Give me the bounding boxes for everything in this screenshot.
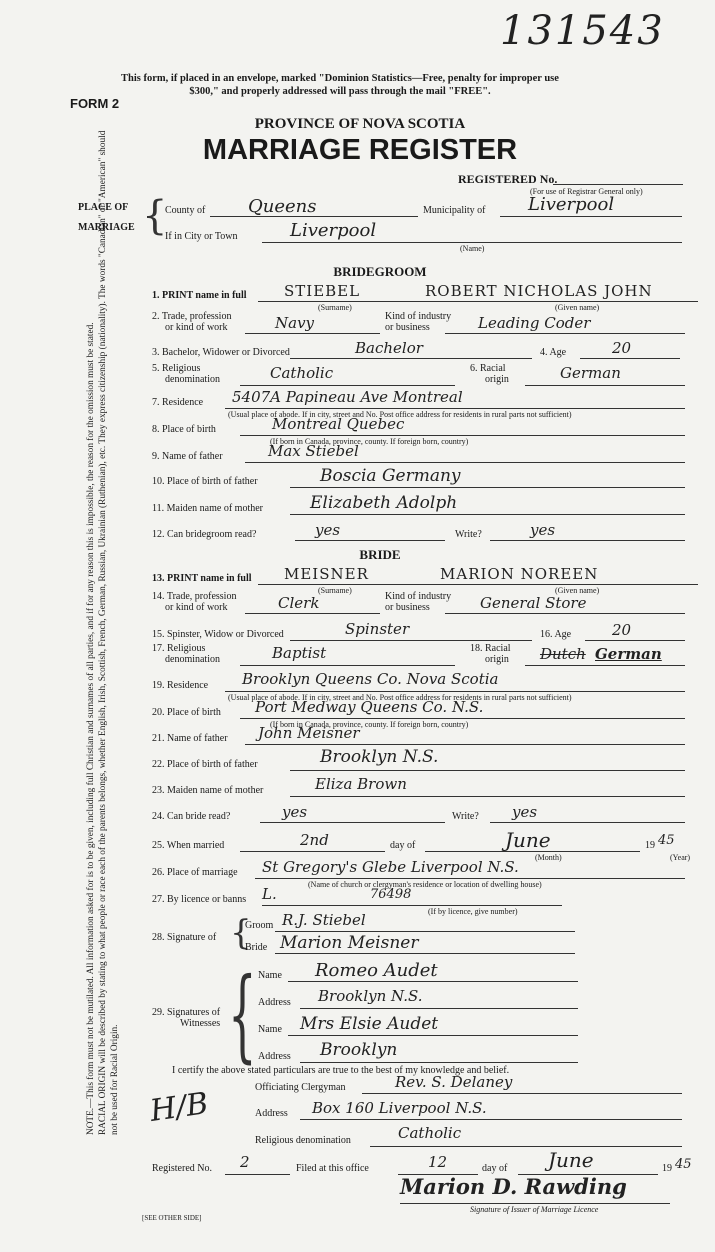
groom-birthplace: Montreal Quebec bbox=[272, 415, 405, 433]
footer-filed-day: 12 bbox=[428, 1153, 448, 1171]
q14-label-b: or kind of work bbox=[165, 602, 228, 613]
q16-label: 16. Age bbox=[540, 629, 572, 640]
issuer-signature: Marion D. Rawding bbox=[400, 1174, 627, 1199]
q1-label-text: 1. PRINT name in full bbox=[152, 290, 247, 301]
q2-label-b: or kind of work bbox=[165, 322, 228, 333]
witness1-name: Romeo Audet bbox=[315, 960, 438, 981]
q12-line bbox=[295, 540, 445, 541]
q10-line bbox=[290, 487, 685, 488]
footer-filed-month: June bbox=[548, 1148, 594, 1172]
clergy-religion-line bbox=[370, 1146, 682, 1147]
footer-filed-label: Filed at this office bbox=[296, 1163, 369, 1174]
q25-label: 25. When married bbox=[152, 840, 225, 851]
bride-surname: MEISNER bbox=[284, 565, 369, 583]
groom-birth-note: (If born in Canada, province, county. If foreign born, country) bbox=[270, 437, 469, 446]
groom-industry-label-b: or business bbox=[385, 322, 430, 333]
clergy-label: Officiating Clergyman bbox=[255, 1082, 346, 1093]
q18-label: 18. Racial bbox=[470, 643, 511, 654]
q7-line bbox=[225, 408, 685, 409]
q19-line bbox=[225, 691, 685, 692]
q26-line bbox=[255, 878, 685, 879]
bride-industry-label-b: or business bbox=[385, 602, 430, 613]
q3-label: 3. Bachelor, Widower or Divorced bbox=[152, 347, 290, 358]
bride-racial-struck: Dutch bbox=[540, 645, 586, 663]
q11-label: 11. Maiden name of mother bbox=[152, 503, 263, 514]
groom-read: yes bbox=[315, 521, 341, 539]
clergy-religion: Catholic bbox=[398, 1124, 462, 1142]
municipality-label: Municipality of bbox=[423, 205, 486, 216]
bride-given-name: MARION NOREEN bbox=[440, 565, 599, 583]
marriage-place-note: (Name of church or clergyman's residence or location of dwelling house) bbox=[308, 880, 542, 889]
bride-industry-line bbox=[445, 613, 685, 614]
q24-line bbox=[260, 822, 445, 823]
bride-signature: Marion Meisner bbox=[280, 933, 419, 953]
registrar-note: (For use of Registrar General only) bbox=[530, 187, 643, 196]
q20-label: 20. Place of birth bbox=[152, 707, 221, 718]
groom-signature: R.J. Stiebel bbox=[282, 911, 366, 929]
q9-line bbox=[245, 462, 685, 463]
q22-line bbox=[290, 770, 685, 771]
bride-write-label: Write? bbox=[452, 811, 479, 822]
witness2-address-line bbox=[300, 1062, 578, 1063]
groom-religion: Catholic bbox=[270, 364, 334, 382]
province-heading: PROVINCE OF NOVA SCOTIA bbox=[254, 116, 466, 132]
issuer-sig-line bbox=[400, 1203, 670, 1204]
bride-residence-note: (Usual place of abode. If in city, street and No. Post office address for residents in rural parts not sufficient) bbox=[228, 693, 572, 702]
clergy-religion-label: Religious denomination bbox=[255, 1135, 351, 1146]
clergy-value: Rev. S. Delaney bbox=[395, 1073, 513, 1091]
clergy-address-label: Address bbox=[255, 1108, 288, 1119]
bride-racial: German bbox=[595, 645, 662, 663]
q12-label: 12. Can bridegroom read? bbox=[152, 529, 257, 540]
q6-line bbox=[525, 385, 685, 386]
q5-label: 5. Religious bbox=[152, 363, 201, 374]
q6-label-b: origin bbox=[485, 374, 509, 385]
q17-line bbox=[240, 665, 455, 666]
bride-sig-label: Bride bbox=[245, 942, 268, 953]
registered-no-label: REGISTERED No. bbox=[458, 172, 558, 186]
bride-birth-note: (If born in Canada, province, county. If foreign born, country) bbox=[270, 720, 469, 729]
groom-write-line bbox=[490, 540, 685, 541]
groom-residence-note: (Usual place of abode. If in city, street and No. Post office address for residents in rural parts not sufficient) bbox=[228, 410, 572, 419]
q27-label: 27. By licence or banns bbox=[152, 894, 247, 905]
witness2-address-label: Address bbox=[258, 1051, 291, 1062]
bride-industry: General Store bbox=[480, 594, 587, 612]
q11-line bbox=[290, 514, 685, 515]
certify-text: I certify the above stated particulars are true to the best of my knowledge and belief. bbox=[172, 1065, 510, 1076]
footer-year-prefix: 19 bbox=[662, 1163, 672, 1174]
q21-line bbox=[245, 744, 685, 745]
page-title: MARRIAGE REGISTER bbox=[202, 134, 518, 166]
bride-religion: Baptist bbox=[272, 644, 327, 662]
see-other-side: [SEE OTHER SIDE] bbox=[142, 1214, 202, 1222]
bride-given-note: (Given name) bbox=[555, 586, 600, 595]
groom-industry-label: Kind of industry bbox=[385, 311, 452, 322]
q20-line bbox=[240, 718, 685, 719]
issuer-note: Signature of Issuer of Marriage Licence bbox=[470, 1205, 599, 1214]
q13-line bbox=[258, 584, 698, 585]
side-note-main: NOTE.—This form must not be mutilated. All information asked for is to be given, including full Christian and surnames of all parties, and if for any reason this is impossible, the reason for the omission must be stated. bbox=[86, 322, 96, 1135]
q26-label: 26. Place of marriage bbox=[152, 867, 238, 878]
q9-label: 9. Name of father bbox=[152, 451, 223, 462]
municipality-value: Liverpool bbox=[528, 194, 615, 215]
q18-label-b: origin bbox=[485, 654, 509, 665]
footer-registered-value: 2 bbox=[240, 1153, 250, 1171]
witness1-name-label: Name bbox=[258, 970, 282, 981]
witness2-name-line bbox=[288, 1035, 578, 1036]
q13-label bbox=[152, 573, 252, 584]
bride-surname-note: (Surname) bbox=[318, 586, 352, 595]
q4-label: 4. Age bbox=[540, 347, 567, 358]
groom-sig-line bbox=[275, 931, 575, 932]
witness1-name-line bbox=[288, 981, 578, 982]
marriage-year-note: (Year) bbox=[670, 853, 691, 862]
q6-label: 6. Racial bbox=[470, 363, 506, 374]
county-label: County of bbox=[165, 205, 206, 216]
bride-trade: Clerk bbox=[278, 594, 320, 612]
bride-write-line bbox=[490, 822, 685, 823]
q27-line bbox=[262, 905, 562, 906]
place-section-label: PLACE OF bbox=[78, 202, 129, 213]
groom-industry: Leading Coder bbox=[478, 314, 591, 332]
registrar-initials: H/B bbox=[147, 1086, 211, 1129]
county-value: Queens bbox=[248, 196, 317, 217]
side-note-racial: RACIAL ORIGIN will be described by stating to what people or race each of the parents belongs, whether English, Irish, Scottish, French, German, Russian, Ukrainian (Ruthenian), etc. They express citizenship (nationality). The words "Canadian" or "American" should not be used for Racial Origin. bbox=[97, 130, 120, 1135]
q2-line bbox=[245, 333, 380, 334]
marriage-day-label: day of bbox=[390, 840, 416, 851]
q5-label-b: denomination bbox=[165, 374, 220, 385]
q14-label: 14. Trade, profession bbox=[152, 591, 237, 602]
q2-label: 2. Trade, profession bbox=[152, 311, 232, 322]
footer-day-label: day of bbox=[482, 1163, 508, 1174]
q1-line bbox=[258, 301, 698, 302]
q14-line bbox=[245, 613, 380, 614]
groom-age: 20 bbox=[612, 339, 632, 357]
side-note bbox=[86, 125, 121, 1135]
groom-write: yes bbox=[530, 521, 556, 539]
bride-read: yes bbox=[282, 803, 308, 821]
q22-label: 22. Place of birth of father bbox=[152, 759, 258, 770]
q8-label: 8. Place of birth bbox=[152, 424, 216, 435]
q10-label: 10. Place of birth of father bbox=[152, 476, 258, 487]
bride-sig-line bbox=[275, 953, 575, 954]
q17-label: 17. Religious bbox=[152, 643, 206, 654]
witness-brace: { bbox=[228, 956, 257, 1073]
groom-racial: German bbox=[560, 364, 621, 382]
marriage-year: 45 bbox=[658, 833, 675, 848]
witness2-name: Mrs Elsie Audet bbox=[300, 1014, 439, 1034]
marriage-month-note: (Month) bbox=[535, 853, 562, 862]
marriage-month: June bbox=[505, 828, 551, 852]
city-name-note: (Name) bbox=[460, 244, 485, 253]
groom-father-birthplace: Boscia Germany bbox=[320, 466, 461, 486]
witness2-name-label: Name bbox=[258, 1024, 282, 1035]
groom-father: Max Stiebel bbox=[268, 442, 359, 460]
bride-residence: Brooklyn Queens Co. Nova Scotia bbox=[242, 670, 499, 688]
municipality-line bbox=[500, 216, 682, 217]
city-line bbox=[262, 242, 682, 243]
bride-mother: Eliza Brown bbox=[315, 775, 407, 793]
q29-label-b: Witnesses bbox=[180, 1018, 221, 1029]
witness1-address: Brooklyn N.S. bbox=[318, 987, 423, 1005]
q4-line bbox=[580, 358, 680, 359]
q15-line bbox=[290, 640, 532, 641]
bride-father-birthplace: Brooklyn N.S. bbox=[320, 747, 439, 767]
form-number: FORM 2 bbox=[70, 96, 120, 111]
footer-registered-line bbox=[225, 1174, 290, 1175]
registered-no-line bbox=[553, 184, 683, 185]
signature-brace: { bbox=[230, 913, 252, 953]
q28-label: 28. Signature of bbox=[152, 932, 217, 943]
registration-stamp-number: 131543 bbox=[500, 8, 665, 54]
licence-note: (If by licence, give number) bbox=[428, 907, 518, 916]
q5-line bbox=[240, 385, 455, 386]
groom-surname: STIEBEL bbox=[284, 282, 361, 300]
q24-label: 24. Can bride read? bbox=[152, 811, 231, 822]
witness2-address: Brooklyn bbox=[320, 1040, 398, 1060]
bride-status: Spinster bbox=[345, 620, 410, 638]
groom-surname-note: (Surname) bbox=[318, 303, 352, 312]
q21-label: 21. Name of father bbox=[152, 733, 228, 744]
groom-section-heading: BRIDEGROOM bbox=[333, 264, 427, 279]
city-label: If in City or Town bbox=[165, 231, 238, 242]
place-brace: { bbox=[142, 193, 168, 239]
q23-line bbox=[290, 796, 685, 797]
place-section-label-2: MARRIAGE bbox=[78, 222, 135, 233]
q15-label: 15. Spinster, Widow or Divorced bbox=[152, 629, 284, 640]
witness1-address-line bbox=[300, 1008, 578, 1009]
bride-write: yes bbox=[512, 803, 538, 821]
q19-label: 19. Residence bbox=[152, 680, 209, 691]
postage-notice: This form, if placed in an envelope, marked "Dominion Statistics—Free, penalty for improper use $300," and properly addressed will pass through the mail "FREE". bbox=[121, 73, 559, 97]
bride-father: John Meisner bbox=[258, 724, 360, 742]
q25-day-line bbox=[240, 851, 385, 852]
q29-label: 29. Signatures of bbox=[152, 1007, 221, 1018]
q16-line bbox=[585, 640, 685, 641]
groom-trade: Navy bbox=[275, 314, 315, 332]
city-value: Liverpool bbox=[290, 220, 377, 241]
licence-type: L. bbox=[262, 885, 277, 903]
groom-industry-line bbox=[445, 333, 685, 334]
licence-number: 76498 bbox=[370, 887, 412, 902]
q17-label-b: denomination bbox=[165, 654, 220, 665]
bride-birthplace: Port Medway Queens Co. N.S. bbox=[255, 698, 484, 716]
groom-residence: 5407A Papineau Ave Montreal bbox=[232, 388, 463, 406]
groom-given-name: ROBERT NICHOLAS JOHN bbox=[425, 282, 653, 300]
q13-label-text: 13. PRINT name in full bbox=[152, 573, 252, 584]
q8-line bbox=[240, 435, 685, 436]
groom-mother: Elizabeth Adolph bbox=[310, 493, 458, 513]
q23-label: 23. Maiden name of mother bbox=[152, 785, 264, 796]
groom-status: Bachelor bbox=[355, 339, 423, 357]
bride-industry-label: Kind of industry bbox=[385, 591, 452, 602]
q7-label: 7. Residence bbox=[152, 397, 204, 408]
marriage-day: 2nd bbox=[300, 831, 329, 849]
groom-sig-label: Groom bbox=[245, 920, 274, 931]
clergy-address-line bbox=[300, 1119, 682, 1120]
marriage-place: St Gregory's Glebe Liverpool N.S. bbox=[262, 858, 519, 876]
groom-write-label: Write? bbox=[455, 529, 482, 540]
q18-line bbox=[525, 665, 685, 666]
marriage-year-prefix: 19 bbox=[645, 840, 655, 851]
q1-label bbox=[152, 290, 247, 301]
witness1-address-label: Address bbox=[258, 997, 291, 1008]
bride-age: 20 bbox=[612, 621, 632, 639]
groom-given-note: (Given name) bbox=[555, 303, 600, 312]
q3-line bbox=[290, 358, 532, 359]
footer-year: 45 bbox=[675, 1157, 692, 1172]
clergy-address: Box 160 Liverpool N.S. bbox=[312, 1099, 487, 1117]
bride-section-heading: BRIDE bbox=[359, 547, 401, 562]
footer-registered-label: Registered No. bbox=[152, 1163, 212, 1174]
clergy-line bbox=[362, 1093, 682, 1094]
